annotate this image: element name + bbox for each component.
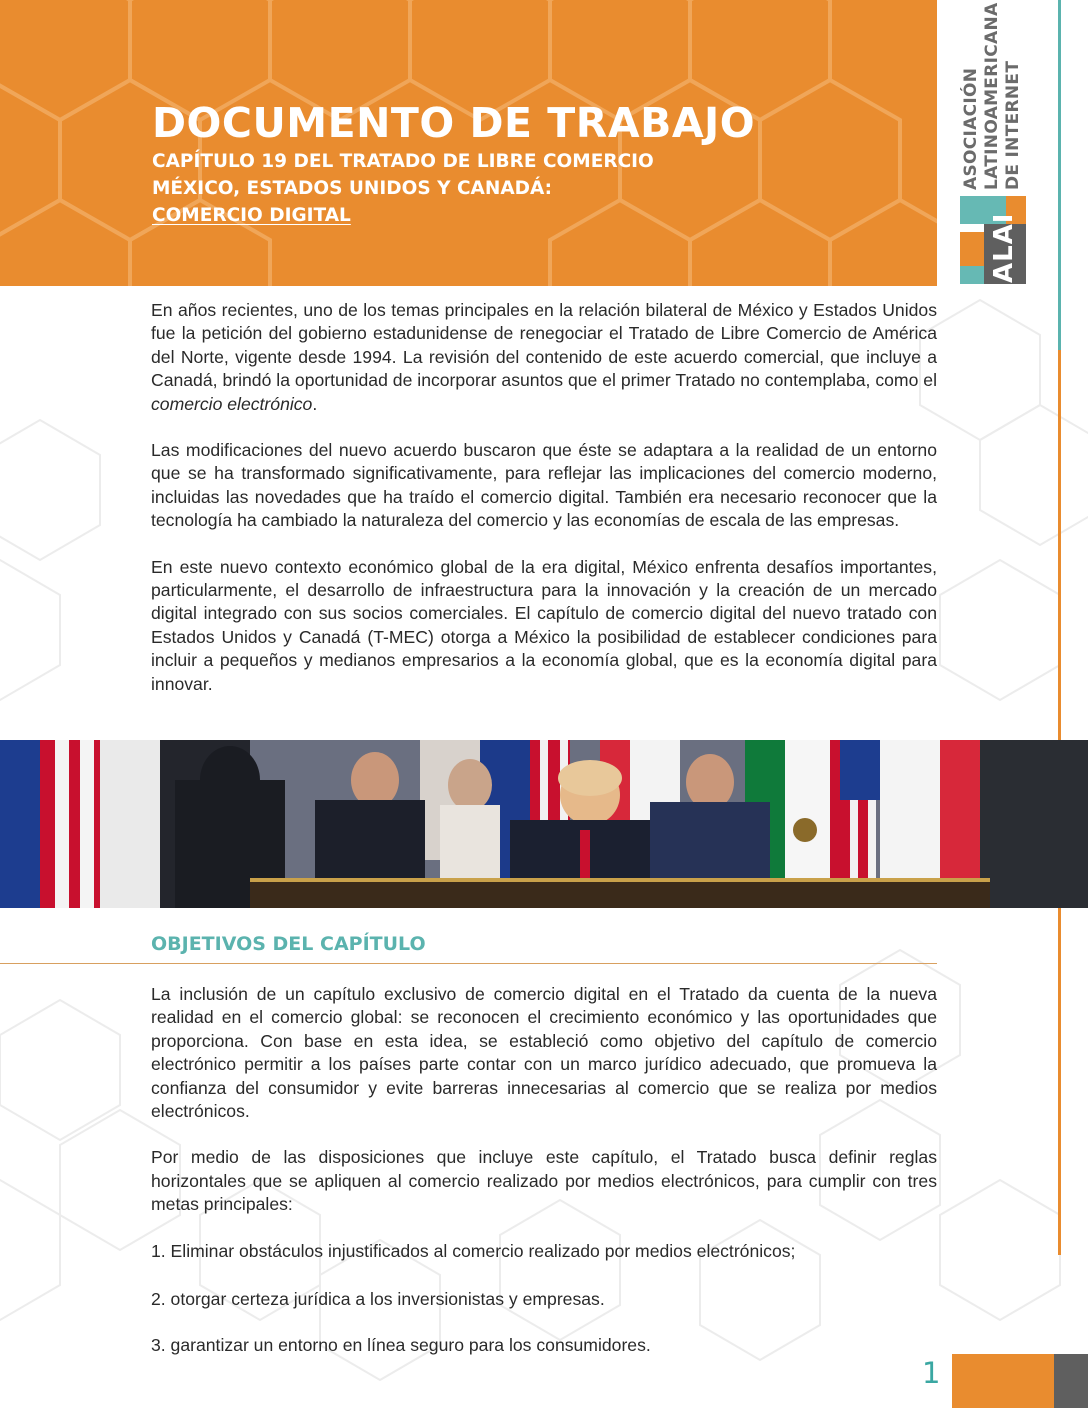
- intro-paragraph-1-end: .: [312, 393, 318, 414]
- document-title: DOCUMENTO DE TRABAJO: [152, 99, 756, 147]
- signing-ceremony-photo: [0, 740, 1088, 908]
- page-number: 1: [922, 1356, 941, 1390]
- objectives-paragraph-1: La inclusión de un capítulo exclusivo de comercio digital en el Tratado da cuenta de la nueva realidad en el comercio global: se reconocen el crecimiento económico y las oportunidades que proporciona. Con base en esta idea, se estableció como objetivo del capítulo de comercio electrónico permitir a los países parte contar con un marco jurídico adecuado, que promueva la confianza del consumidor y evite barreras innecesarias al comercio que se realiza por medios electrónicos.: [151, 984, 937, 1122]
- objectives-paragraph-2: Por medio de las disposiciones que incluye este capítulo, el Tratado busca definir reglas horizontales que se apliquen al comercio realizado por medios electrónicos, para cumplir con tres metas principales:: [151, 1147, 937, 1215]
- intro-paragraph-2: Las modificaciones del nuevo acuerdo buscaron que éste se adaptara a la realidad de un entorno que se ha transformado significativamente, para reflejar las implicaciones del comercio moderno, incluidas las novedades que ha traído el comercio digital. También era necesario reconocer que la tecnología ha cambiado la naturaleza del comercio y las economías de escala de las empresas.: [151, 440, 937, 531]
- document-subtitle-line-1: CAPÍTULO 19 DEL TRATADO DE LIBRE COMERCIO: [152, 151, 654, 172]
- intro-paragraph-3: En este nuevo contexto económico global de la era digital, México enfrenta desafíos importantes, particularmente, el desarrollo de infraestructura para la innovación y la creación de un mercado digital integrado con sus socios comerciales. El capítulo de comercio digital del nuevo tratado con Estados Unidos y Canadá (T-MEC) otorga a México la posibilidad de establecer condiciones para incluir a pequeños y medianos empresarios a la economía global, que es la economía digital para innovar.: [151, 556, 937, 694]
- intro-paragraph-1-text: En años recientes, uno de los temas principales en la relación bilateral de México y Estados Unidos fue la petición del gobierno estadunidense de renegociar el Tratado de Libre Comercio de América del Norte, vigente desde 1994. La revisión del contenido de este acuerdo comercial, que incluye a Canadá, brindó la oportunidad de incorporar asuntos que el primer Tratado no contemplaba, como el: [151, 300, 937, 391]
- logo-line-2: LATINOAMERICANA: [982, 2, 1002, 190]
- intro-paragraph-1-italic: comercio electrónico: [151, 393, 313, 414]
- intro-paragraph-1: [151, 299, 937, 416]
- section-title: OBJETIVOS DEL CAPÍTULO: [151, 933, 426, 955]
- section-divider: [0, 963, 937, 964]
- goal-item-1: 1. Eliminar obstáculos injustificados al comercio realizado por medios electrónicos;: [151, 1241, 796, 1261]
- logo-line-3: DE INTERNET: [1003, 60, 1023, 190]
- goal-item-3: 3. garantizar un entorno en línea seguro para los consumidores.: [151, 1335, 651, 1355]
- header-banner: [0, 0, 937, 286]
- footer-orange-block: [952, 1354, 1054, 1408]
- document-subtitle-line-3: COMERCIO DIGITAL: [152, 205, 351, 226]
- footer-gray-block: [1054, 1354, 1088, 1408]
- goal-item-2: 2. otorgar certeza jurídica a los inversionistas y empresas.: [151, 1289, 605, 1309]
- logo-line-1: ASOCIACIÓN: [961, 67, 981, 190]
- intro-section: [151, 299, 937, 696]
- objectives-section: [151, 983, 937, 1217]
- logo-acronym: ALAI: [989, 212, 1019, 283]
- sidebar-accent-line: [1058, 0, 1061, 1255]
- document-subtitle-line-2: MÉXICO, ESTADOS UNIDOS Y CANADÁ:: [152, 178, 553, 199]
